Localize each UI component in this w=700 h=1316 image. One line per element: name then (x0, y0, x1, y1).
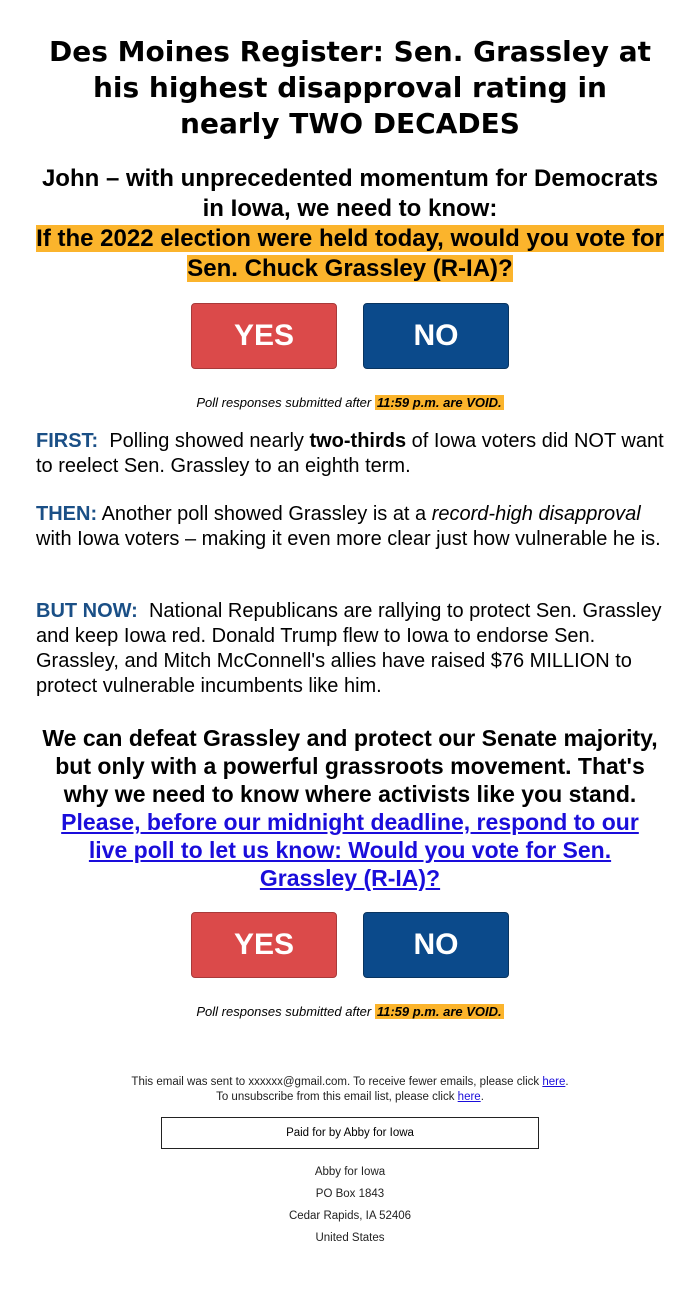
call-to-action (40, 724, 660, 892)
paragraph-italic: record-high disapproval (431, 503, 641, 525)
paragraph-lead: BUT NOW: (36, 600, 138, 622)
poll-question: If the 2022 election were held today, would you vote for Sen. Chuck Grassley (R-IA)? (36, 225, 664, 282)
paragraph-first (36, 429, 664, 479)
paid-for-box: Paid for by Abby for Iowa (161, 1117, 539, 1149)
mailing-address (0, 1161, 700, 1249)
disclaimer-highlight: 11:59 p.m. are VOID. (376, 1004, 502, 1019)
poll-buttons-bottom (0, 912, 700, 978)
address-line: Cedar Rapids, IA 52406 (288, 1210, 412, 1222)
paragraph-but-now (36, 599, 667, 699)
paragraph-text: of Iowa voters did NOT want to reelect Sen. Grassley to an eighth term. (36, 430, 664, 477)
address-line: PO Box 1843 (315, 1188, 385, 1200)
headline: Des Moines Register: Sen. Grassley at his highest disapproval rating in nearly TWO DECADES (48, 35, 652, 140)
paragraph-text: with Iowa voters – making it even more clear just how vulnerable he is. (36, 528, 661, 550)
cta-poll-link[interactable]: Please, before our midnight deadline, respond to our live poll to let us know: Would you vote for Sen. Grassley (R-IA)? (61, 809, 639, 891)
paragraph-then (36, 502, 664, 552)
footer-punct: . (480, 1091, 484, 1103)
disclaimer-text: Poll responses submitted after (196, 395, 375, 410)
footer-notice (0, 1075, 700, 1105)
intro (30, 164, 670, 284)
paragraph-bold: two-thirds (309, 430, 407, 452)
poll-disclaimer (0, 1003, 700, 1021)
disclaimer-text: Poll responses submitted after (196, 1004, 375, 1019)
disclaimer-highlight: 11:59 p.m. are VOID. (376, 395, 502, 410)
paragraph-text: Another poll showed Grassley is at a (97, 503, 432, 525)
footer-sent-text: This email was sent to xxxxxx@gmail.com. To receive fewer emails, please click (131, 1076, 543, 1088)
footer-unsubscribe-text: To unsubscribe from this email list, please click (216, 1091, 458, 1103)
no-button[interactable]: NO (363, 912, 509, 978)
address-line: Abby for Iowa (314, 1166, 386, 1178)
yes-button[interactable]: YES (191, 303, 337, 369)
yes-button[interactable]: YES (191, 912, 337, 978)
no-button[interactable]: NO (363, 303, 509, 369)
poll-buttons-top (0, 303, 700, 369)
paragraph-lead: FIRST: (36, 430, 99, 452)
paragraph-text: Polling showed nearly (98, 430, 310, 452)
address-line: United States (315, 1232, 385, 1244)
fewer-emails-link[interactable]: here (542, 1076, 566, 1088)
poll-disclaimer (0, 394, 700, 412)
unsubscribe-link[interactable]: here (457, 1091, 481, 1103)
footer-punct: . (565, 1076, 569, 1088)
cta-text: We can defeat Grassley and protect our Senate majority, but only with a powerful grassroots movement. That's why we need to know where activists like you stand. (42, 725, 658, 807)
paragraph-lead: THEN: (36, 503, 98, 525)
intro-line: John – with unprecedented momentum for Democrats in Iowa, we need to know: (41, 165, 659, 222)
paragraph-text: National Republicans are rallying to protect Sen. Grassley and keep Iowa red. Donald Trump flew to Iowa to endorse Sen. Grassley, and Mitch McConnell's allies have raised $76 MILLION to protect vulnerable incumbents like him. (36, 600, 667, 697)
